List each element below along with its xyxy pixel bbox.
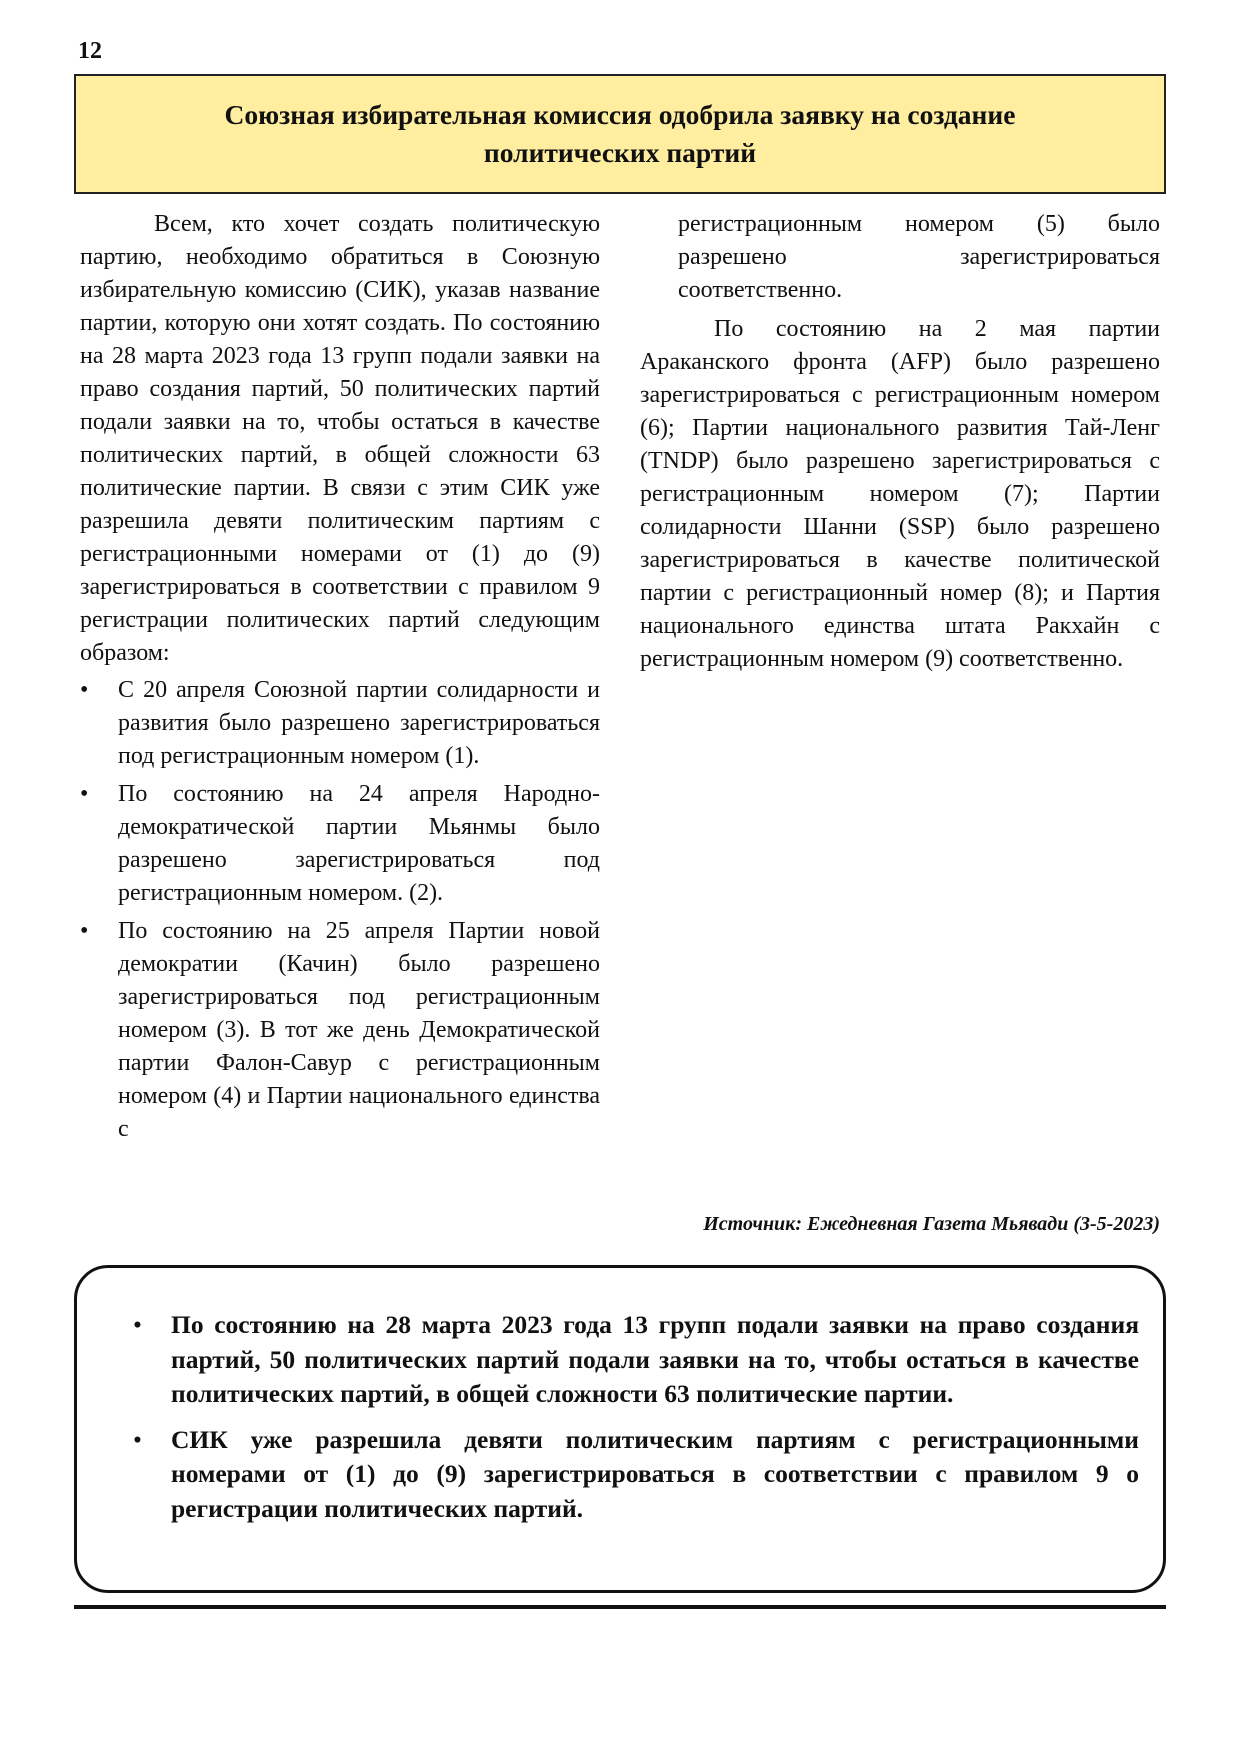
summary-box xyxy=(74,1265,1166,1593)
intro-paragraph: Всем, кто хочет создать политическую партию, необходимо обратиться в Союзную избирательную комиссию (СИК), указав название партии, которую они хотят создать. По состоянию на 28 марта 2023 года 13 групп подали заявки на право создания партий, 50 политических партий подали заявки на то, чтобы остаться в качестве политических партий, в общей сложности 63 политические партии. В связи с этим СИК уже разрешила девяти политическим партиям с регистрационными номерами от (1) до (9) зарегистрироваться в соответствии с правилом 9 регистрации политических партий следующим образом: xyxy=(80,211,600,666)
right-paragraph: По состоянию на 2 мая партии Араканского фронта (AFP) было разрешено зарегистрироваться с регистрационным номером (6); Партии национального развития Тай-Ленг (TNDP) было разрешено зарегистрироваться с регистрационным номером (7); Партии солидарности Шанни (SSP) было разрешено зарегистрироваться в качестве политической партии с регистрационный номер (8); и Партия национального единства штата Ракхайн с регистрационным номером (9) соответственно. xyxy=(640,316,1160,672)
list-item xyxy=(80,778,600,910)
summary-list xyxy=(133,1308,1139,1526)
bullet-icon: • xyxy=(80,918,89,944)
list-item xyxy=(80,915,600,1146)
summary-item xyxy=(133,1308,1139,1412)
bullet-icon: • xyxy=(133,1310,142,1339)
article-title-line-1: Союзная избирательная комиссия одобрила заявку на создание xyxy=(224,99,1016,130)
left-column xyxy=(80,208,600,1151)
list-item-text: По состоянию на 25 апреля Партии новой демократии (Качин) было разрешено зарегистрироваться под регистрационным номером (3). В тот же день Демократической партии Фалон-Савур с регистрационным номером (4) и Партии национального единства с xyxy=(118,918,600,1142)
bottom-divider xyxy=(74,1605,1166,1609)
article-title xyxy=(225,96,1016,172)
list-continuation: регистрационным номером (5) было разрешено зарегистрироваться соответственно. xyxy=(678,211,1160,303)
summary-item xyxy=(133,1423,1139,1527)
bullet-icon: • xyxy=(80,677,89,703)
summary-item-text: По состоянию на 28 марта 2023 года 13 групп подали заявки на право создания партий, 50 политических партий подали заявки на то, чтобы остаться в качестве политических партий, в общей сложности 63 политические партии. xyxy=(171,1310,1139,1408)
list-item xyxy=(80,674,600,773)
registration-list xyxy=(80,674,600,1146)
bullet-icon: • xyxy=(133,1424,142,1454)
right-column xyxy=(640,208,1160,676)
page-number: 12 xyxy=(78,38,102,64)
article-title-line-2: политических партий xyxy=(483,137,757,168)
bullet-icon: • xyxy=(80,781,89,807)
list-item-text: По состоянию на 24 апреля Народно-демократической партии Мьянмы было разрешено зарегистрироваться под регистрационным номером. (2). xyxy=(118,781,600,906)
source-citation: Источник: Ежедневная Газета Мьявади (3-5-2023) xyxy=(703,1213,1160,1235)
list-item-text: С 20 апреля Союзной партии солидарности и развития было разрешено зарегистрироваться под регистрационным номером (1). xyxy=(118,677,600,769)
title-box xyxy=(74,74,1166,194)
summary-item-text: СИК уже разрешила девяти политическим партиям с регистрационными номерами от (1) до (9) зарегистрироваться в соответствии с правилом 9 о регистрации политических партий. xyxy=(171,1424,1139,1523)
